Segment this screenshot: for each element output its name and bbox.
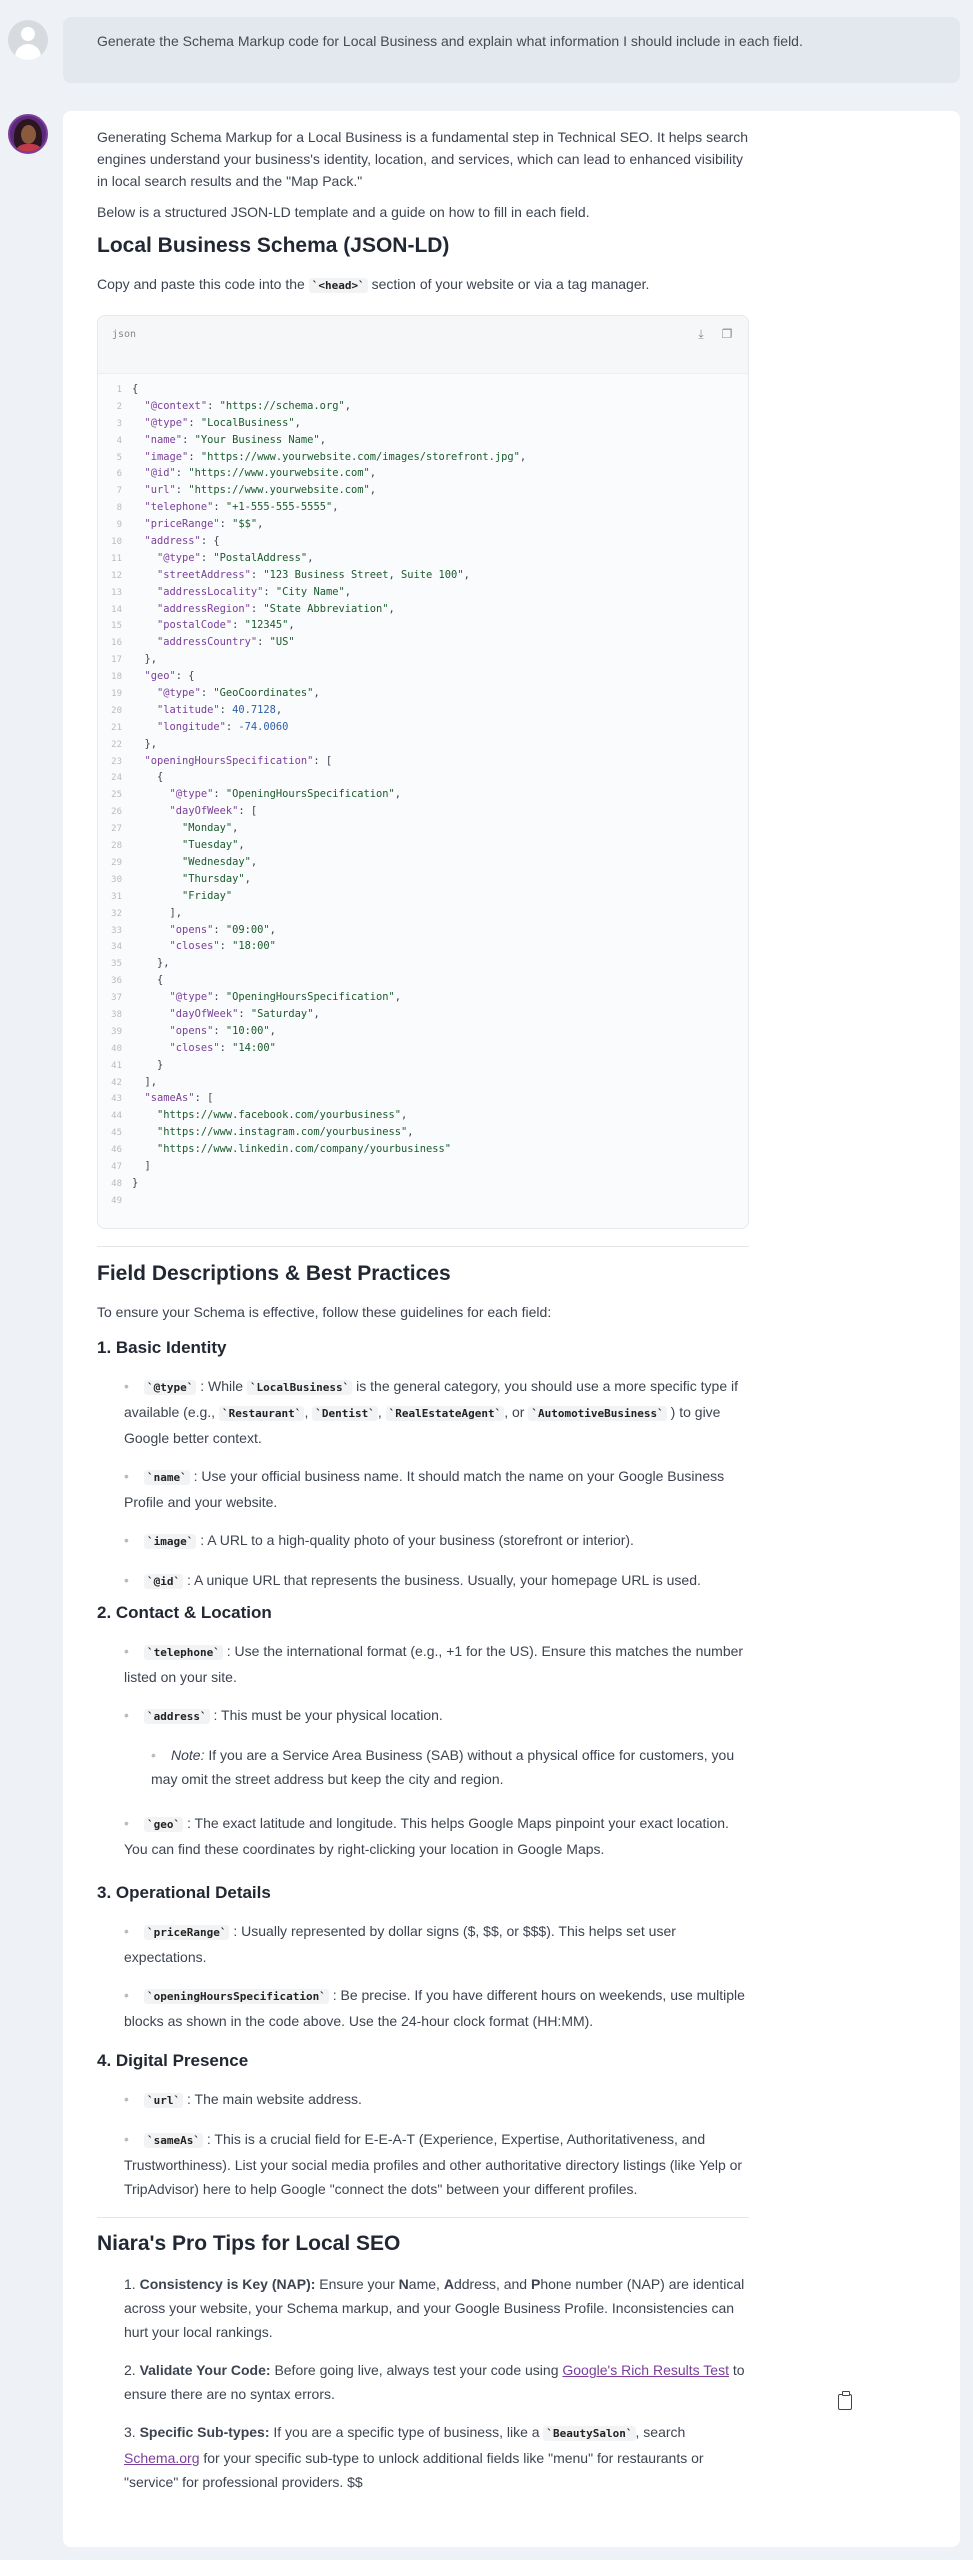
line-number: 11 [111,553,122,564]
code-line [98,499,748,516]
code-line [98,854,748,871]
line-number: 18 [111,672,122,683]
line-number: 8 [116,503,122,514]
code-line [98,516,748,533]
download-icon[interactable]: ⤓ [698,327,704,341]
code-line [98,905,748,922]
fields-heading: Field Descriptions & Best Practices [97,1262,451,1285]
line-number: 19 [111,689,122,700]
digital-section [97,2049,749,2215]
code-line [98,1141,748,1158]
code-line [98,1090,748,1107]
code-line [98,432,748,449]
section-title-basic-identity: 1. Basic Identity [97,1338,227,1357]
code-text: }, [132,737,158,750]
code-text: "addressCountry": "US" [157,636,295,649]
intro-block [97,126,749,308]
list-item: • `sameAs` : This is a crucial field for E-E-A-T (Experience, Expertise, Authoritativeness, and Trustworthiness). List your social media profiles and other authoritative directory listings (like Yelp or TripAdvisor) here to help Google "connect the dots" between your different profiles. [97,2127,749,2201]
line-number: 49 [111,1195,122,1206]
user-message: Generate the Schema Markup code for Local Business and explain what information I should include in each field. [63,17,960,83]
operational-list [97,1919,749,2033]
code-line [98,415,748,432]
code-text: "postalCode": "12345", [157,619,295,632]
line-number: 35 [111,959,122,970]
code-text: "openingHoursSpecification": [ [144,754,333,767]
code-line [98,651,748,668]
code-text: "dayOfWeek": "Saturday", [169,1007,320,1020]
line-number: 44 [111,1111,122,1122]
line-number: 37 [111,993,122,1004]
line-number: 20 [111,705,122,716]
line-number: 28 [111,841,122,852]
line-number: 4 [116,435,122,446]
list-item: • `url` : The main website address. [97,2087,749,2113]
code-text: "@type": "LocalBusiness", [144,416,301,429]
code-line [98,1074,748,1091]
code-line [98,465,748,482]
code-text: "opens": "10:00", [169,1024,276,1037]
code-line [98,837,748,854]
tips-section [97,2230,749,2508]
code-text: "https://www.linkedin.com/company/yourbusiness" [157,1143,452,1156]
list-item: • `openingHoursSpecification` : Be precise. If you have different hours on weekends, use multiple blocks as shown in the code above. Use the 24-hour clock format (HH:MM). [97,1983,749,2033]
line-number: 30 [111,874,122,885]
line-number: 23 [111,756,122,767]
line-number: 7 [116,486,122,497]
code-text: "opens": "09:00", [169,923,276,936]
code-line [98,398,748,415]
code-line [98,584,748,601]
code-text: "sameAs": [ [144,1092,214,1105]
code-text: "url": "https://www.yourwebsite.com", [144,484,376,497]
code-text: ], [132,1075,158,1088]
rich-results-test-link[interactable]: Google's Rich Results Test [562,2362,729,2378]
code-line [98,1107,748,1124]
line-number: 36 [111,976,122,987]
code-line [98,381,748,398]
code-language: json [112,329,137,340]
line-number: 14 [111,604,122,615]
line-number: 2 [116,401,122,412]
operational-section [97,1881,749,2047]
address-note: • Note: If you are a Service Area Business (SAB) without a physical office for customers, you may omit the street address but keep the city and region. [124,1743,749,1791]
code-text: "Thursday", [182,872,251,885]
code-line [98,617,748,634]
code-text: "addressLocality": "City Name", [157,585,351,598]
code-text: "closes": "14:00" [169,1041,276,1054]
code-line [98,955,748,972]
code-lines [98,381,748,1209]
line-number: 24 [111,773,122,784]
code-line [98,1175,748,1192]
code-text: "Tuesday", [182,839,245,852]
fields-section [97,1260,749,1608]
code-text: "address": { [144,535,220,548]
line-number: 34 [111,942,122,953]
code-text: "@type": "OpeningHoursSpecification", [169,991,402,1004]
code-text: { [132,974,164,987]
code-line [98,786,748,803]
code-line [98,820,748,837]
code-text: "@id": "https://www.yourwebsite.com", [144,467,376,480]
line-number: 22 [111,739,122,750]
code-text: "image": "https://www.yourwebsite.com/images/storefront.jpg", [144,450,527,463]
code-line [98,1158,748,1175]
contact-list [97,1639,749,1861]
fields-intro: To ensure your Schema is effective, follow these guidelines for each field: [97,1304,552,1320]
code-text: "streetAddress": "123 Business Street, Suite 100", [157,568,470,581]
line-number: 46 [111,1145,122,1156]
line-number: 39 [111,1026,122,1037]
code-line [98,769,748,786]
line-number: 47 [111,1161,122,1172]
copy-icon[interactable]: ❐ [721,327,733,341]
line-number: 38 [111,1009,122,1020]
code-text: "@type": "OpeningHoursSpecification", [169,788,402,801]
list-item: • `address` : This must be your physical location. • Note: If you are a Service Area Business (SAB) without a physical office for customers, you may omit the street address but keep the city and region. [97,1703,749,1791]
code-block [97,315,749,1229]
code-text: "longitude": -74.0060 [157,720,289,733]
assistant-message [63,111,960,2547]
code-line [98,1006,748,1023]
code-text: } [132,1176,139,1189]
code-line [98,1023,748,1040]
code-line [98,736,748,753]
line-number: 40 [111,1043,122,1054]
code-text: ] [132,1159,151,1172]
list-item: • `priceRange` : Usually represented by dollar signs ($, $$, or $$$). This helps set user expectations. [97,1919,749,1969]
line-number: 16 [111,638,122,649]
code-text: { [132,771,164,784]
code-text: "Wednesday", [182,855,258,868]
line-number: 45 [111,1128,122,1139]
line-number: 21 [111,722,122,733]
line-number: 31 [111,891,122,902]
line-number: 26 [111,807,122,818]
tip-item: 3. Specific Sub-types: If you are a specific type of business, like a `BeautySalon` , search Schema.org for your specific sub-type to unlock additional fields like "menu" for restaurants or "service" for professional providers. $$ [124,2424,704,2490]
code-line [98,803,748,820]
code-text: "latitude": 40.7128, [157,703,283,716]
code-line [98,482,748,499]
section-title-contact-location: 2. Contact & Location [97,1603,272,1622]
section-title-digital: 4. Digital Presence [97,2051,249,2070]
code-text: "addressRegion": "State Abbreviation", [157,602,395,615]
divider [97,1246,749,1247]
code-text: "https://www.instagram.com/yourbusiness", [157,1126,414,1139]
code-line [98,550,748,567]
line-number: 43 [111,1094,122,1105]
code-line [98,1124,748,1141]
intro-paragraph: Below is a structured JSON-LD template and a guide on how to fill in each field. [97,204,590,220]
line-number: 41 [111,1060,122,1071]
code-text: }, [132,653,158,666]
line-number: 3 [116,418,122,429]
code-line [98,888,748,905]
code-text: "name": "Your Business Name", [144,433,326,446]
list-item: • `@id` : A unique URL that represents the business. Usually, your homepage URL is used. [97,1568,749,1594]
digital-list [97,2087,749,2201]
code-text: "@type": "GeoCoordinates", [157,687,320,700]
line-number: 25 [111,790,122,801]
schema-org-link[interactable]: Schema.org [124,2450,200,2466]
code-line [98,449,748,466]
code-text: "Friday" [182,889,233,902]
line-number: 15 [111,621,122,632]
code-text: } [132,1058,164,1071]
code-text: "closes": "18:00" [169,940,276,953]
intro-paragraph: Generating Schema Markup for a Local Business is a fundamental step in Technical SEO. It helps search engines understand your business's identity, location, and services, which can lead to enhanced visibility in local search results and the "Map Pack." [97,129,749,189]
line-number: 33 [111,925,122,936]
line-number: 29 [111,857,122,868]
code-line [98,634,748,651]
schema-heading: Local Business Schema (JSON-LD) [97,234,450,257]
line-number: 6 [116,469,122,480]
tip-item: 2. Validate Your Code: Before going live, always test your code using Google's Rich Results Test to ensure there are no syntax errors. [124,2362,745,2402]
code-line [98,567,748,584]
list-item: • `image` : A URL to a high-quality photo of your business (storefront or interior). [97,1528,749,1554]
code-text: "dayOfWeek": [ [169,805,258,818]
line-number: 48 [111,1178,122,1189]
line-number: 13 [111,587,122,598]
line-number: 42 [111,1077,122,1088]
user-avatar [8,20,48,60]
list-item: • `geo` : The exact latitude and longitude. This helps Google Maps pinpoint your exact location. You can find these coordinates by right-clicking your location in Google Maps. [97,1811,749,1861]
code-line [98,972,748,989]
code-line [98,1057,748,1074]
code-line [98,702,748,719]
clipboard-icon[interactable] [838,2394,852,2410]
code-line [98,871,748,888]
code-text: "priceRange": "$$", [144,518,264,531]
code-line [98,989,748,1006]
code-line [98,753,748,770]
code-line [98,601,748,618]
tip-item: 1. Consistency is Key (NAP): Ensure your Name, Address, and Phone number (NAP) are identical across your website, your Schema markup, and your Google Business Profile. Inconsistencies can hurt your local rankings. [124,2276,745,2340]
code-text: }, [132,957,170,970]
list-item: • `@type` : While `LocalBusiness` is the general category, you should use a more specific type if available (e.g., `Restaurant` , `Dentist` , `RealEstateAgent` , or `AutomotiveBusiness` ) to give Google better context. [97,1374,749,1450]
code-line [98,533,748,550]
code-line [98,1192,748,1209]
copy-instruction: Copy and paste this code into the `<head>` section of your website or via a tag manager. [97,276,650,292]
code-text: ], [132,906,183,919]
code-text: "@context": "https://schema.org", [144,399,351,412]
line-number: 17 [111,655,122,666]
line-number: 12 [111,570,122,581]
line-number: 9 [116,520,122,531]
code-text: "Monday", [182,822,239,835]
code-text: "https://www.facebook.com/yourbusiness", [157,1109,408,1122]
tips-heading: Niara's Pro Tips for Local SEO [97,2232,401,2255]
basic-identity-list [97,1374,749,1594]
line-number: 1 [116,385,122,395]
section-title-operational: 3. Operational Details [97,1883,271,1902]
code-line [98,685,748,702]
code-text: "@type": "PostalAddress", [157,551,314,564]
code-line [98,938,748,955]
code-text: "telephone": "+1-555-555-5555", [144,501,339,514]
code-line [98,1040,748,1057]
line-number: 32 [111,908,122,919]
address-note-list [124,1743,749,1791]
list-item: • `name` : Use your official business name. It should match the name on your Google Business Profile and your website. [97,1464,749,1514]
code-line [98,719,748,736]
list-item: • `telephone` : Use the international format (e.g., +1 for the US). Ensure this matches the number listed on your site. [97,1639,749,1689]
assistant-avatar [8,114,48,154]
code-line [98,668,748,685]
tips-list [97,2272,749,2494]
line-number: 27 [111,824,122,835]
divider [97,2217,749,2218]
line-number: 5 [116,452,122,463]
code-header [98,316,748,374]
code-text: "geo": { [144,670,195,683]
code-line [98,922,748,939]
contact-section [97,1601,749,1875]
line-number: 10 [111,537,122,548]
code-text: { [132,383,139,395]
